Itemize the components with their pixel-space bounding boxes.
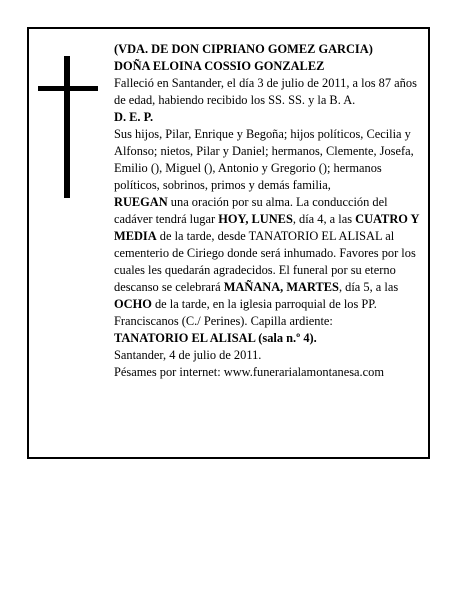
place-date: Santander, 4 de julio de 2011. <box>114 348 262 362</box>
ruegan-label: RUEGAN <box>114 195 168 209</box>
dep-line: D. E. P. <box>114 110 154 124</box>
condolences-line: Pésames por internet: www.funerarialamontanesa.com <box>114 365 384 379</box>
ocho-label: OCHO <box>114 297 152 311</box>
cuatro-y-media: CUATRO Y MEDIA <box>114 212 420 243</box>
tanatorio-line: TANATORIO EL ALISAL (sala n.º 4). <box>114 331 317 345</box>
header-line-1: (VDA. DE DON CIPRIANO GOMEZ GARCIA) <box>114 42 373 56</box>
obituary-text <box>114 41 422 381</box>
manana-martes: MAÑANA, MARTES <box>223 280 339 294</box>
header-line-2: DOÑA ELOINA COSSIO GONZALEZ <box>114 59 325 73</box>
cross-horizontal-bar <box>38 86 98 91</box>
hoy-lunes: HOY, LUNES <box>218 212 293 226</box>
cross-icon <box>38 56 98 198</box>
funeral-details: RUEGAN una oración por su alma. La conducción del cadáver tendrá lugar HOY, LUNES, día 4, a las CUATRO Y MEDIA de la tarde, desde TANATORIO EL ALISAL al cementerio de Ciriego donde será inhumado. Favores por los cuales les quedarán agradecidos. El funeral por su eterno descanso se celebrará MAÑANA, MARTES, día 5, a las OCHO de la tarde, en la iglesia parroquial de los PP. Franciscanos (C./ Perines). Capilla ardiente: <box>114 195 420 328</box>
family-list: Sus hijos, Pilar, Enrique y Begoña; hijos políticos, Cecilia y Alfonso; nietos, Pilar y Daniel; hermanos, Clemente, Josefa, Emilio (), Miguel (), Antonio y Gregorio (); hermanos políticos, sobrinos, primos y demás familia, <box>114 127 414 192</box>
cross-vertical-bar <box>64 56 70 198</box>
death-announcement: Falleció en Santander, el día 3 de julio de 2011, a los 87 años de edad, habiendo recibido los SS. SS. y la B. A. <box>114 76 417 107</box>
